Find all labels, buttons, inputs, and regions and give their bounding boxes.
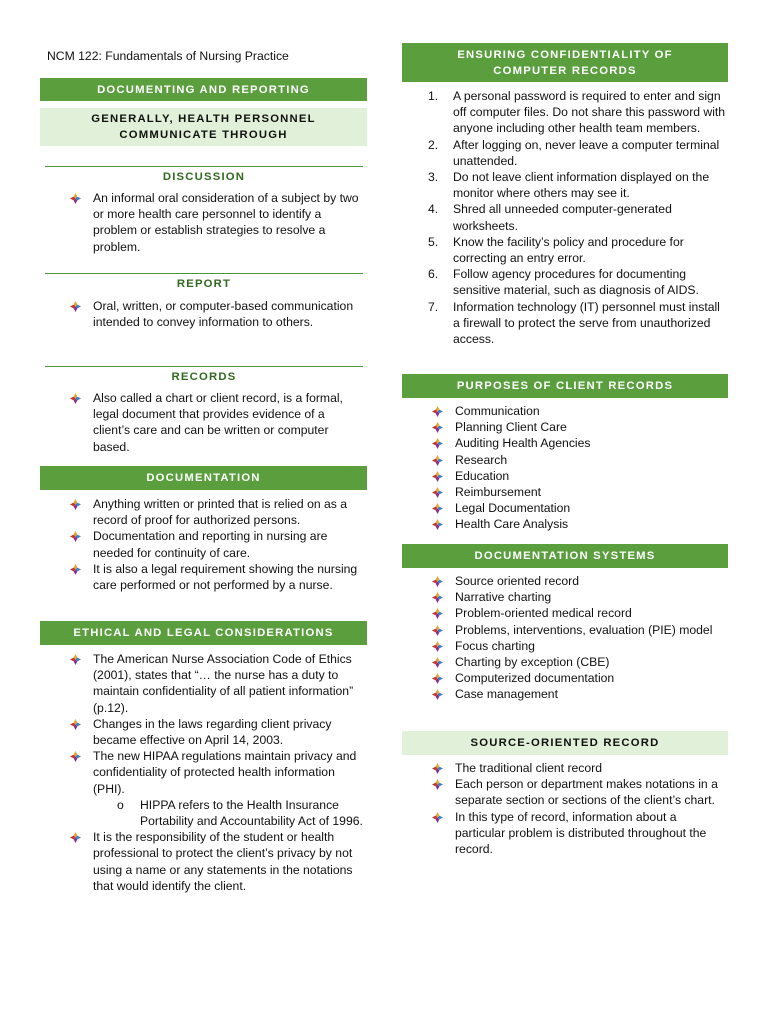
list-item: 5. Know the facility’s policy and procedure for correcting an entry error. — [428, 234, 684, 266]
bullet-icon — [432, 503, 443, 514]
list-item: Anything written or printed that is relied on as a record of proof for authorized persons. — [70, 496, 363, 528]
bullet-icon — [70, 832, 81, 843]
circle-bullet: o — [117, 797, 124, 812]
list-item: Case management — [432, 686, 724, 702]
ethical-list — [70, 651, 363, 894]
bullet-icon — [432, 471, 443, 482]
header-documenting-reporting: DOCUMENTING AND REPORTING — [40, 78, 367, 101]
list-item: Also called a chart or client record, is a formal, legal document that provides evidence of a client’s care and can be written or computer based. — [70, 390, 363, 455]
bullet-icon — [432, 406, 443, 417]
list-item: 3. Do not leave client information displayed on the monitor where others may see it. — [428, 170, 710, 201]
bullet-icon — [70, 393, 81, 404]
list-item: Problems, interventions, evaluation (PIE) model — [432, 622, 724, 638]
header-confidentiality: ENSURING CONFIDENTIALITY OF COMPUTER RECORDS — [402, 43, 728, 82]
header-purposes: PURPOSES OF CLIENT RECORDS — [402, 374, 728, 398]
bullet-icon — [432, 763, 443, 774]
list-item: Communication — [432, 403, 724, 419]
bullet-icon — [70, 719, 81, 730]
header-documentation: DOCUMENTATION — [40, 466, 367, 490]
bullet-icon — [432, 689, 443, 700]
list-item: 6. Follow agency procedures for documenting sensitive material, such as diagnosis of AIDS. — [428, 267, 699, 298]
bullet-icon — [432, 422, 443, 433]
list-item: Focus charting — [432, 638, 724, 654]
list-item: The traditional client record — [432, 760, 724, 776]
list-item: Source oriented record — [432, 573, 724, 589]
bullet-icon — [432, 455, 443, 466]
bullet-icon — [70, 531, 81, 542]
list-item: Documentation and reporting in nursing are needed for continuity of care. — [70, 528, 363, 560]
list-item: It is the responsibility of the student or health professional to protect the client’s privacy by not using a name or any statements in the notations that would identify the client. — [70, 829, 363, 894]
bullet-icon — [432, 657, 443, 668]
list-item: 4. Shred all unneeded computer-generated worksheets. — [428, 202, 672, 233]
bullet-icon — [70, 654, 81, 665]
bullet-icon — [432, 438, 443, 449]
subheading-discussion: DISCUSSION — [45, 166, 363, 183]
list-item: It is also a legal requirement showing the nursing care performed or not performed by a nurse. — [70, 561, 363, 593]
bullet-icon — [70, 751, 81, 762]
list-item: Education — [432, 468, 724, 484]
bullet-icon — [70, 193, 81, 204]
bullet-icon — [432, 673, 443, 684]
list-item: Legal Documentation — [432, 500, 724, 516]
list-item: An informal oral consideration of a subject by two or more health care personnel to identify a problem or establish strategies to resolve a problem. — [70, 190, 363, 255]
bullet-icon — [432, 576, 443, 587]
subheading-records: RECORDS — [45, 366, 363, 383]
intro-box: GENERALLY, HEALTH PERSONNEL COMMUNICATE THROUGH — [40, 108, 367, 146]
list-item: Computerized documentation — [432, 670, 724, 686]
list-item: In this type of record, information about a particular problem is distributed throughout the record. — [432, 809, 724, 858]
list-item: The American Nurse Association Code of Ethics (2001), states that “… the nurse has a duty to maintain confidentiality of all patient information” (p.12). — [70, 651, 363, 716]
list-item: 1. A personal password is required to enter and sign off computer files. Do not share this password with anyone including other health team members. — [428, 89, 726, 136]
bullet-icon — [432, 641, 443, 652]
header-ethical-legal: ETHICAL AND LEGAL CONSIDERATIONS — [40, 621, 367, 645]
confidentiality-list — [428, 88, 726, 347]
bullet-icon — [70, 301, 81, 312]
bullet-icon — [432, 779, 443, 790]
bullet-icon — [432, 608, 443, 619]
list-item: 7. Information technology (IT) personnel must install a firewall to protect the serve from unauthorized access. — [428, 299, 720, 347]
bullet-icon — [432, 519, 443, 530]
records-list — [70, 390, 363, 455]
report-list — [70, 298, 363, 330]
sub-list-item: o HIPPA refers to the Health Insurance Portability and Accountability Act of 1996. — [117, 797, 363, 829]
list-item: Planning Client Care — [432, 419, 724, 435]
bullet-icon — [432, 592, 443, 603]
documentation-list — [70, 496, 363, 593]
list-item: Changes in the laws regarding client privacy became effective on April 14, 2003. — [70, 716, 363, 748]
list-item: 2. After logging on, never leave a computer terminal unattended. — [428, 137, 720, 168]
list-item: Charting by exception (CBE) — [432, 654, 724, 670]
list-item: Research — [432, 452, 724, 468]
header-source-oriented: SOURCE-ORIENTED RECORD — [402, 731, 728, 755]
document-title: NCM 122: Fundamentals of Nursing Practice — [47, 49, 289, 63]
list-item: Each person or department makes notations in a separate section or sections of the client’s chart. — [432, 776, 724, 808]
discussion-list — [70, 190, 363, 255]
list-item: Problem-oriented medical record — [432, 605, 724, 621]
list-item: Health Care Analysis — [432, 516, 724, 532]
bullet-icon — [432, 625, 443, 636]
bullet-icon — [70, 499, 81, 510]
subheading-report: REPORT — [45, 273, 363, 290]
bullet-icon — [432, 812, 443, 823]
purposes-list — [432, 403, 724, 533]
systems-list — [432, 573, 724, 703]
list-item: Oral, written, or computer-based communication intended to convey information to others. — [70, 298, 363, 330]
header-documentation-systems: DOCUMENTATION SYSTEMS — [402, 544, 728, 568]
bullet-icon — [70, 564, 81, 575]
list-item: Auditing Health Agencies — [432, 435, 724, 451]
source-list — [432, 760, 724, 857]
list-item: Reimbursement — [432, 484, 724, 500]
list-item: The new HIPAA regulations maintain privacy and confidentiality of protected health information (PHI). o HIPPA refers to the Health Insurance Portability and Accountability Act of 1996. — [70, 748, 363, 829]
list-item: Narrative charting — [432, 589, 724, 605]
bullet-icon — [432, 487, 443, 498]
